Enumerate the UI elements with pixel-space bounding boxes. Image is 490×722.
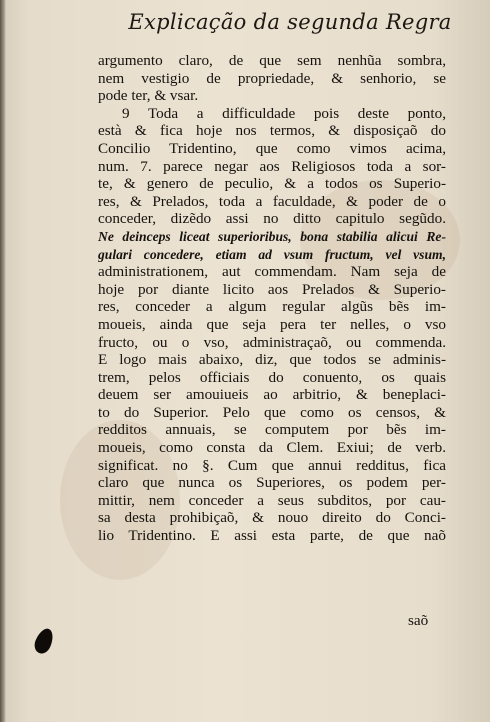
text-line: res, & Prelados, toda a faculdade, & poder de o: [98, 192, 446, 210]
text-line: res, conceder a algum regular algũs bẽs im-: [98, 298, 446, 316]
catchword: saõ: [408, 612, 429, 629]
text-line: lio Tridentino. E assi esta parte, de que naõ: [98, 527, 446, 545]
text-line: moueis, ainda que seja pera ter nelles, o vso: [98, 315, 446, 333]
ink-blot: [32, 626, 57, 656]
latin-quote-line: Ne deinceps liceat superioribus, bona stabilia alicui Re-: [98, 228, 446, 244]
text-line: moueis, como consta da Clem. Exiui; de verb.: [98, 439, 446, 457]
text-line: claro que nunca os Superiores, os podem per-: [98, 474, 446, 492]
text-line: està & fica hoje nos termos, & disposiçaõ do: [98, 122, 446, 140]
text-line: significat. no §. Cum que annui redditus, fica: [98, 456, 446, 474]
text-line: administrationem, aut commendam. Nam seja de: [98, 263, 446, 281]
text-line: num. 7. parece negar aos Religiosos toda a sor-: [98, 157, 446, 175]
text-line: E logo mais abaixo, diz, que todos se adminis-: [98, 351, 446, 369]
text-line: te, & genero de peculio, & a todos os Superio-: [98, 175, 446, 193]
text-line: nem vestigio de propriedade, & senhorio, se: [98, 69, 446, 87]
text-line: argumento claro, de que sem nenhũa sombra,: [98, 52, 446, 69]
paragraph-start-line: 9 Toda a difficuldade pois deste ponto,: [122, 104, 446, 122]
text-line: deuem ser amouiueis ao arbitrio, & beneplaci-: [98, 386, 446, 404]
text-line: hoje por diante licito aos Prelados & Superio-: [98, 280, 446, 298]
text-line: trem, pelos officiais do conuento, os quais: [98, 368, 446, 386]
text-line: to do Superior. Pelo que como os censos, &: [98, 403, 446, 421]
text-line: pode ter, & vsar.: [98, 87, 199, 105]
text-line: mittir, nem conceder a seus subditos, por cau-: [98, 491, 446, 509]
running-head: Explicação da segunda Regra: [128, 10, 452, 34]
text-line: redditos annuais, se computem por bẽs im-: [98, 421, 446, 439]
text-line: sa desta prohibiçaõ, & nouo direito do Conci-: [98, 509, 446, 527]
latin-quote-line: gulari concedere, etiam ad vsum fructum, vel vsum,: [98, 246, 446, 262]
text-line: fructo, ou o vso, administraçaõ, ou commenda.: [98, 333, 446, 351]
text-line: Concilio Tridentino, que como vimos acima,: [98, 139, 446, 157]
binding-shadow: [0, 0, 6, 722]
body-text: [98, 52, 446, 545]
text-line: conceder, dizẽdo assi no ditto capitulo segũdo.: [98, 210, 446, 228]
